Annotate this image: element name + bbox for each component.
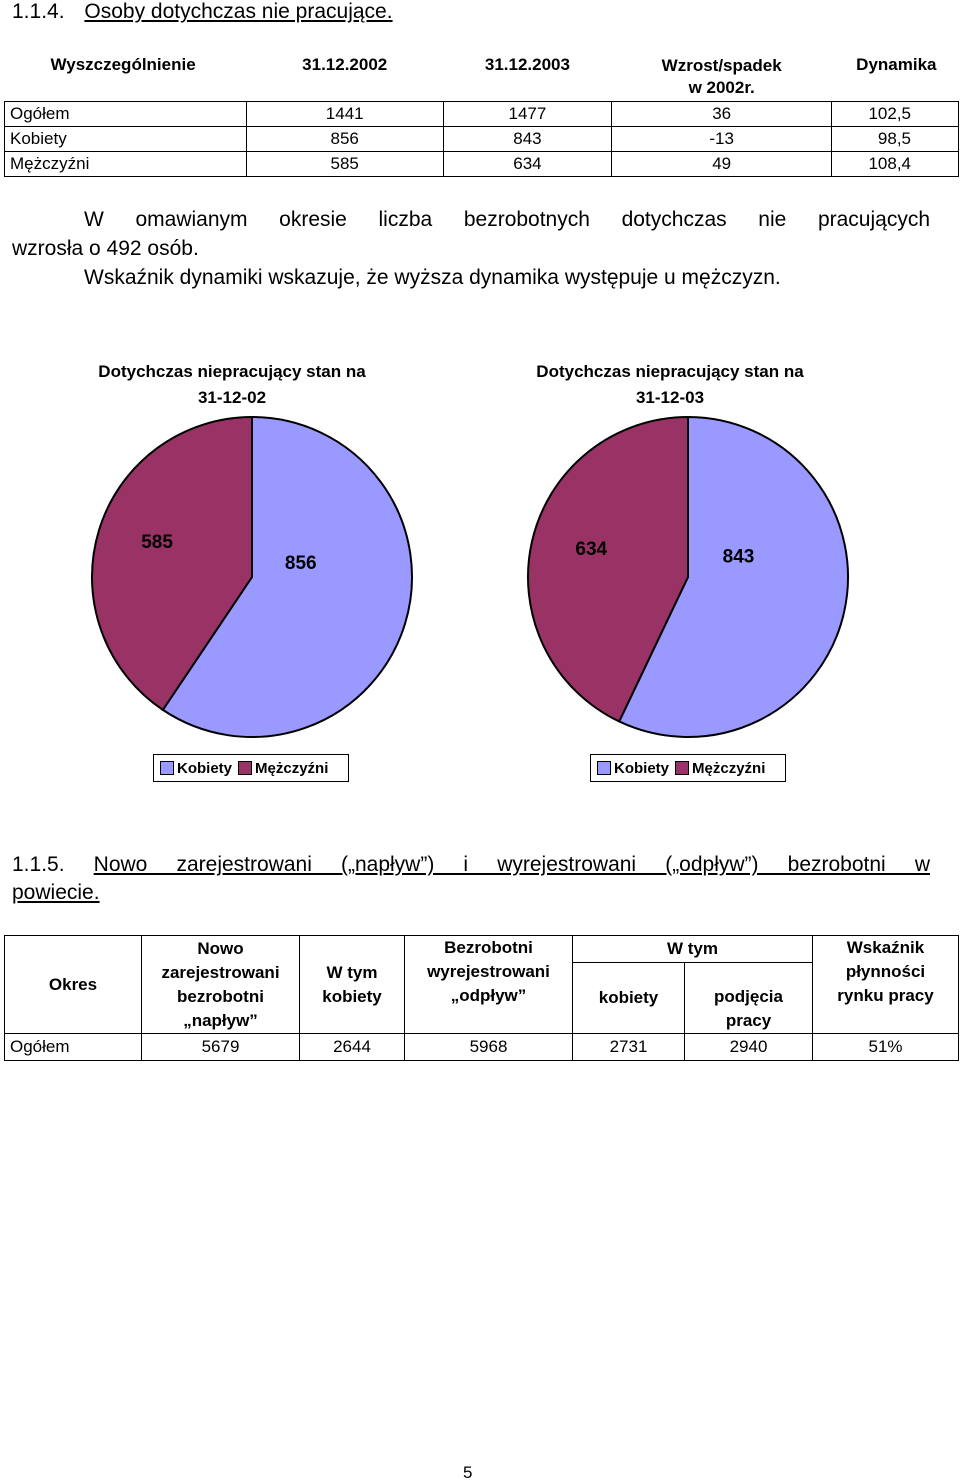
table-cell: 843 (443, 127, 612, 152)
table-header: W tym (573, 936, 813, 963)
header-line: płynności (845, 962, 926, 981)
table-header: Dynamika (856, 55, 937, 74)
table-header: Wyszczególnienie (50, 55, 196, 74)
legend-swatch (238, 761, 252, 775)
table-header (612, 52, 832, 102)
pie-chart-2003 (524, 412, 854, 742)
table-header: 31.12.2002 (302, 55, 388, 74)
section-number: 1.1.5. (12, 853, 65, 876)
header-line: bezrobotni (177, 986, 264, 1006)
header-line: W tym (326, 962, 378, 982)
chart-legend (590, 754, 786, 782)
header-line: w 2002r. (688, 78, 755, 97)
legend-swatch (160, 761, 174, 775)
chart-title (52, 359, 412, 411)
table-cell: 102,5 (832, 102, 959, 127)
table-cell: -13 (612, 127, 832, 152)
table-header: 31.12.2003 (484, 55, 570, 74)
table-cell: Ogółem (5, 1034, 142, 1061)
header-line: „napływ” (183, 1010, 258, 1030)
pie-value-label: 843 (722, 546, 755, 568)
table-cell: 1477 (443, 102, 612, 127)
legend-item (597, 760, 669, 777)
chart-legend (153, 754, 349, 782)
section-title: Osoby dotychczas nie pracujące. (84, 0, 393, 23)
table-cell: 5679 (142, 1034, 300, 1061)
chart-title-line: Dotychczas niepracujący stan na (98, 362, 366, 381)
header-line: Wzrost/spadek (661, 56, 782, 75)
table-header (685, 963, 813, 1034)
unemployed-table (4, 52, 959, 177)
header-line: Nowo (197, 938, 244, 958)
table-cell: 51% (813, 1034, 959, 1061)
table-cell: 36 (612, 102, 832, 127)
table-cell: 49 (612, 152, 832, 177)
paragraph-line: wzrosła o 492 osób. (12, 237, 199, 260)
chart-title-line: 31-12-02 (197, 388, 267, 407)
table-cell: 2644 (300, 1034, 405, 1061)
table-cell: 108,4 (832, 152, 959, 177)
table-row (5, 1034, 959, 1061)
legend-label: Kobiety (614, 759, 670, 777)
table-cell: 856 (246, 127, 443, 152)
table-header-row (5, 52, 959, 102)
table-header (300, 936, 405, 1034)
header-line: podjęcia (714, 987, 783, 1006)
paragraph-line: Wskaźnik dynamiki wskazuje, że wyższa dynamika występuje u mężczyzn. (84, 266, 781, 289)
table-cell: 585 (246, 152, 443, 177)
pie-chart-2002 (88, 412, 418, 742)
table-row (5, 102, 959, 127)
table-cell: Ogółem (5, 102, 247, 127)
paragraph-line: W omawianym okresie liczba bezrobotnych dotychczas nie pracujących (84, 208, 930, 231)
chart-title-line: 31-12-03 (635, 388, 705, 407)
section-title: Nowo zarejestrowani („napływ”) i wyrejestrowani („odpływ”) bezrobotni w (93, 853, 930, 876)
legend-swatch (597, 761, 611, 775)
page-number: 5 (463, 1463, 473, 1482)
table-cell: Mężczyźni (5, 152, 247, 177)
section-heading-1 (12, 0, 393, 24)
header-line: „odpływ” (450, 986, 527, 1005)
table-row (5, 127, 959, 152)
header-line: wyrejestrowani (427, 962, 550, 981)
legend-swatch (675, 761, 689, 775)
legend-label: Mężczyźni (692, 759, 766, 777)
pie-value-label: 585 (141, 532, 173, 554)
pie-value-label: 634 (575, 539, 608, 561)
section-heading-2 (12, 853, 930, 877)
table-header: kobiety (573, 963, 685, 1034)
table-row (5, 152, 959, 177)
header-line: rynku pracy (837, 986, 934, 1005)
table-cell: 1441 (246, 102, 443, 127)
chart-title-line: Dotychczas niepracujący stan na (536, 362, 804, 381)
table-cell: 634 (443, 152, 612, 177)
section-number: 1.1.4. (12, 0, 65, 23)
header-line: kobiety (322, 986, 382, 1006)
table-header (813, 936, 959, 1034)
table-header (142, 936, 300, 1034)
table-cell: Kobiety (5, 127, 247, 152)
flow-table (4, 935, 959, 1061)
chart-title (490, 359, 850, 411)
legend-item (160, 760, 232, 777)
legend-item (675, 760, 765, 777)
table-header: Okres (5, 936, 142, 1034)
legend-item (238, 760, 328, 777)
table-cell: 2731 (573, 1034, 685, 1061)
table-cell: 98,5 (832, 127, 959, 152)
table-header-row (5, 936, 959, 963)
legend-label: Kobiety (177, 759, 233, 777)
legend-label: Mężczyźni (255, 759, 329, 777)
header-line: Bezrobotni (444, 938, 533, 957)
header-line: pracy (725, 1011, 772, 1030)
pie-value-label: 856 (284, 553, 317, 575)
table-header (405, 936, 573, 1034)
section-title-cont: powiecie. (12, 881, 100, 904)
header-line: zarejestrowani (161, 962, 280, 982)
table-cell: 5968 (405, 1034, 573, 1061)
table-cell: 2940 (685, 1034, 813, 1061)
header-line: Wskaźnik (846, 938, 925, 957)
